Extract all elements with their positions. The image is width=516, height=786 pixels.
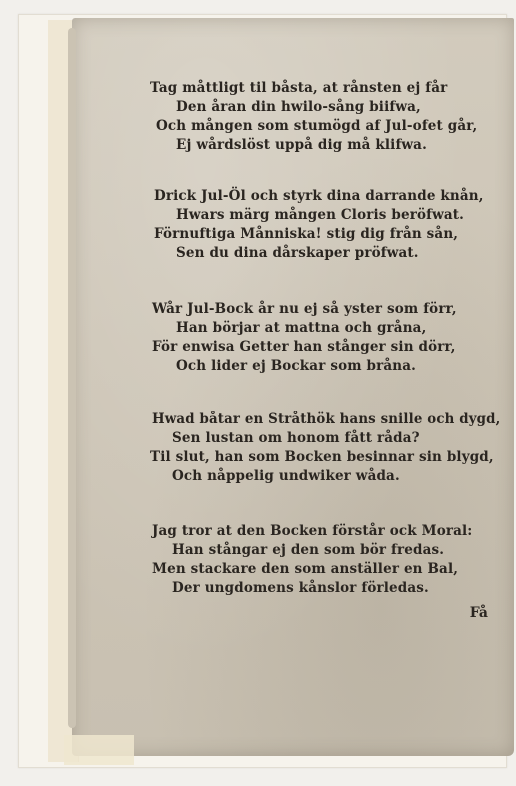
verse-line: Och mången som stumögd af Jul-ofet går, [156,118,478,134]
verse-line: Hwad båtar en Stråthök hans snille och dygd, [152,411,501,427]
verse-line: Den åran din hwilo-sång biifwa, [176,99,421,115]
verse-line: Jag tror at den Bocken förstår ock Moral: [152,523,473,539]
verse-line: Han stångar ej den som bör fredas. [172,542,445,558]
mount-tape [64,735,134,765]
verse-line: Ej wårdslöst uppå dig må klifwa. [176,137,427,153]
verse-line: Och lider ej Bockar som bråna. [176,358,416,374]
verse-line: Hwars märg mången Cloris beröfwat. [176,207,464,223]
verse-line: Men stackare den som anställer en Bal, [152,561,459,577]
verse-line: Wår Jul-Bock år nu ej så yster som förr, [152,301,457,317]
verse-line: Drick Jul-Öl och styrk dina darrande knån, [154,188,484,204]
verse-line: Til slut, han som Bocken besinnar sin blygd, [150,449,494,465]
verse-line: Tag måttligt til båsta, at rånsten ej får [150,80,448,96]
verse-line: Sen lustan om honom fått råda? [172,430,420,446]
verse-line: För enwisa Getter han stånger sin dörr, [152,339,456,355]
catchword: Få [469,605,488,621]
verse-line: Sen du dina dårskaper pröfwat. [176,245,419,261]
verse-line: Och nåppelig undwiker wåda. [172,468,400,484]
verse-line: Der ungdomens kånslor förledas. [172,580,429,596]
page [72,18,514,756]
verse-line: Förnuftiga Månniska! stig dig från sån, [154,226,459,242]
verse-line: Han börjar at mattna och gråna, [176,320,427,336]
